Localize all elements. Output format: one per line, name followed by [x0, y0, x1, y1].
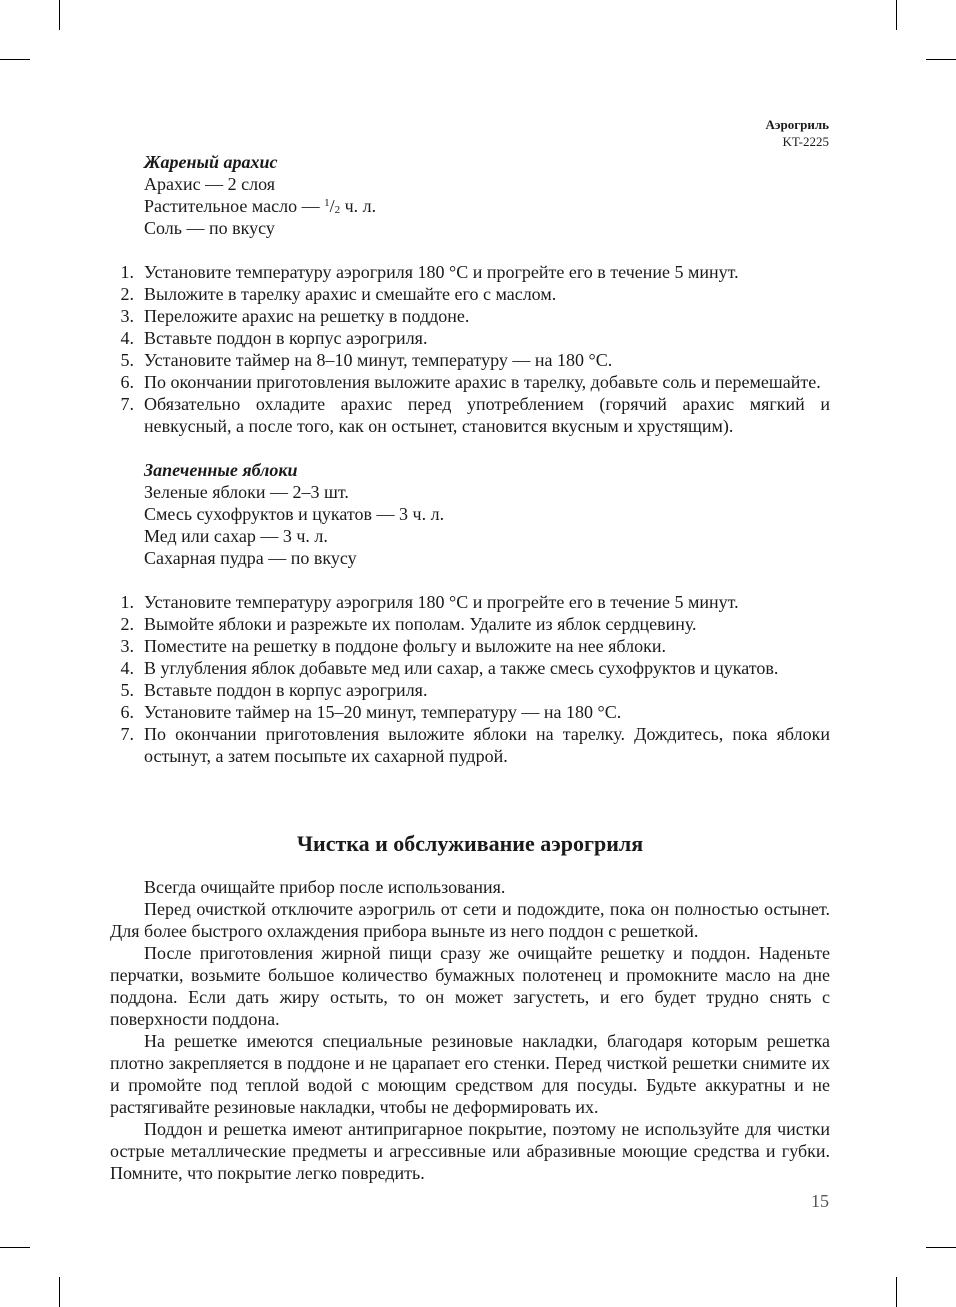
crop-mark	[896, 1277, 897, 1307]
paragraph: Поддон и решетка имеют антипригарное покрытие, поэтому не используйте для чистки острые металлические предметы и агрессивные или абразивные моющие средства и губки. Помните, что покрытие легко повредить.	[110, 1119, 830, 1183]
step-item: 5. Установите таймер на 8–10 минут, температуру — на 180 °С.	[120, 350, 613, 370]
page-content	[110, 151, 830, 1184]
step-item: 6. Установите таймер на 15–20 минут, температуру — на 180 °С.	[120, 702, 622, 722]
crop-mark	[59, 0, 60, 30]
ingredient: Смесь сухофруктов и цукатов — 3 ч. л.	[144, 504, 445, 524]
paragraph: После приготовления жирной пищи сразу же очищайте решетку и поддон. Наденьте перчатки, возьмите большое количество бумажных полотенец и промокните масло на дне поддона. Если дать жиру остыть, то он может загустеть, и его будет трудно снять с поверхности поддона.	[110, 943, 830, 1029]
crop-mark	[59, 1277, 60, 1307]
section-title: Чистка и обслуживание аэрогриля	[296, 831, 644, 856]
ingredient: Мед или сахар — 3 ч. л.	[144, 526, 328, 546]
ingredient: Соль — по вкусу	[144, 218, 275, 238]
step-item: 2. Выложите в тарелку арахис и смешайте его с маслом.	[120, 284, 557, 304]
recipe-steps-apples	[110, 591, 830, 767]
ingredient: Растительное масло — $^1/_2$ ч. л.	[144, 196, 377, 216]
header-title: Аэрогриль	[765, 117, 829, 132]
paragraph: На решетке имеются специальные резиновые накладки, благодаря которым решетка плотно закрепляется в поддоне и не царапает его стенки. Перед чисткой решетки снимите их и промойте под теплой водой с моющим средством для посуды. Будьте аккуратны и не растягивайте резиновые накладки, чтобы не деформировать их.	[110, 1031, 830, 1117]
step-item: 1. Установите температуру аэрогриля 180 °С и прогрейте его в течение 5 минут.	[120, 592, 739, 612]
crop-mark	[926, 59, 956, 60]
crop-mark	[0, 59, 30, 60]
ingredient: Арахис — 2 слоя	[144, 174, 276, 194]
step-item: 3. Поместите на решетку в поддоне фольгу и выложите на нее яблоки.	[120, 636, 666, 656]
header-model: KT-2225	[782, 134, 829, 149]
step-item: 1. Установите температуру аэрогриля 180 °С и прогрейте его в течение 5 минут.	[120, 262, 739, 282]
crop-mark	[926, 1247, 956, 1248]
step-item: 3. Переложите арахис на решетку в поддоне.	[120, 306, 470, 326]
ingredient-unit: ч. л.	[340, 196, 377, 216]
crop-mark	[0, 1247, 30, 1248]
ingredient-text: Растительное масло —	[144, 196, 325, 216]
recipe-title-apples: Запеченные яблоки	[144, 460, 298, 480]
step-item: 5. Вставьте поддон в корпус аэрогриля.	[120, 680, 428, 700]
ingredient: Зеленые яблоки — 2–3 шт.	[144, 482, 349, 502]
recipe-title-peanuts: Жареный арахис	[144, 152, 278, 172]
step-item: 4. В углубления яблок добавьте мед или сахар, а также смесь сухофруктов и цукатов.	[120, 658, 779, 678]
step-item: 7. По окончании приготовления выложите яблоки на тарелку. Дождитесь, пока яблоки остынут, а затем посыпьте их сахарной пудрой.	[120, 724, 830, 766]
recipe-steps-peanuts	[110, 261, 830, 437]
step-item: 7. Обязательно охладите арахис перед употреблением (горячий арахис мягкий и невкусный, а после того, как он остынет, становится вкусным и хрустящим).	[120, 394, 830, 436]
step-item: 2. Вымойте яблоки и разрежьте их пополам. Удалите из яблок сердцевину.	[120, 614, 697, 634]
step-item: 6. По окончании приготовления выложите арахис в тарелку, добавьте соль и перемешайте.	[120, 372, 821, 392]
page-number: 15	[811, 1191, 829, 1211]
fraction-denominator: 2	[334, 204, 341, 216]
crop-mark	[896, 0, 897, 30]
step-item: 4. Вставьте поддон в корпус аэрогриля.	[120, 328, 428, 348]
running-header	[765, 116, 829, 150]
fraction-numerator: 1	[324, 197, 330, 209]
paragraph: Всегда очищайте прибор после использования.	[144, 877, 506, 897]
paragraph: Перед очисткой отключите аэрогриль от сети и подождите, пока он полностью остынет. Для более быстрого охлаждения прибора выньте из него поддон с решеткой.	[110, 899, 830, 941]
ingredient: Сахарная пудра — по вкусу	[144, 548, 357, 568]
